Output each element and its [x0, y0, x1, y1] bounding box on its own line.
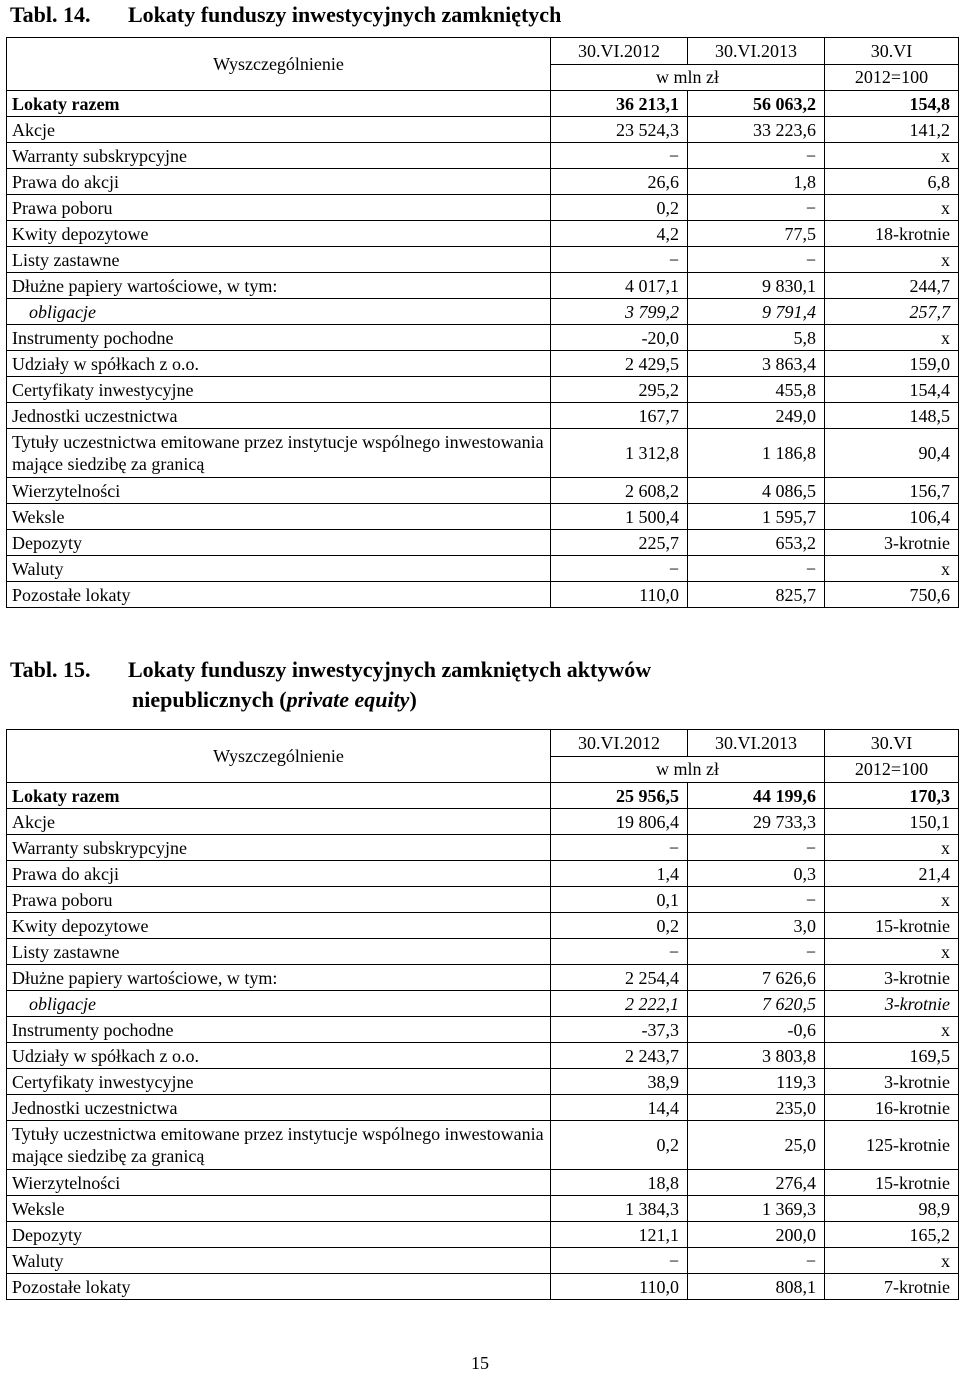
row-label: Dłużne papiery wartościowe, w tym:	[7, 273, 551, 299]
table-row	[7, 273, 959, 299]
table-row	[7, 1196, 959, 1222]
header-unit: w mln zł	[551, 64, 825, 91]
value-2013: −	[688, 247, 825, 273]
row-label: Listy zastawne	[7, 939, 551, 965]
value-index: 3-krotnie	[825, 1069, 959, 1095]
row-label: Lokaty razem	[7, 91, 551, 117]
table-row	[7, 1222, 959, 1248]
value-2012: 0,2	[551, 195, 688, 221]
table-row	[7, 939, 959, 965]
value-2012: 110,0	[551, 582, 688, 608]
header-col-2012: 30.VI.2012	[551, 38, 688, 65]
value-2013: −	[688, 939, 825, 965]
value-2012: 1 384,3	[551, 1196, 688, 1222]
table-row	[7, 91, 959, 117]
row-label: Listy zastawne	[7, 247, 551, 273]
value-2013: 3,0	[688, 913, 825, 939]
header-row-label: Wyszczególnienie	[7, 38, 551, 91]
value-index: 170,3	[825, 783, 959, 809]
table-15-title	[10, 655, 651, 715]
value-2013: 3 803,8	[688, 1043, 825, 1069]
value-2012: 1 500,4	[551, 504, 688, 530]
row-label: Dłużne papiery wartościowe, w tym:	[7, 965, 551, 991]
row-label: Warranty subskrypcyjne	[7, 143, 551, 169]
row-label: Pozostałe lokaty	[7, 1274, 551, 1300]
row-label: Weksle	[7, 1196, 551, 1222]
value-2012: 38,9	[551, 1069, 688, 1095]
row-label: Udziały w spółkach z o.o.	[7, 1043, 551, 1069]
value-index: x	[825, 835, 959, 861]
value-index: 7-krotnie	[825, 1274, 959, 1300]
header-col-2012: 30.VI.2012	[551, 730, 688, 757]
value-2012: 110,0	[551, 1274, 688, 1300]
table-row	[7, 429, 959, 478]
value-2013: 119,3	[688, 1069, 825, 1095]
value-2012: 0,2	[551, 913, 688, 939]
value-index: 90,4	[825, 429, 959, 478]
row-label: obligacje	[7, 299, 551, 325]
table-row	[7, 1274, 959, 1300]
value-index: 18-krotnie	[825, 221, 959, 247]
header-col-2013: 30.VI.2013	[688, 38, 825, 65]
value-index: x	[825, 1248, 959, 1274]
value-2013: −	[688, 143, 825, 169]
row-label: Certyfikaty inwestycyjne	[7, 1069, 551, 1095]
row-label: Wierzytelności	[7, 478, 551, 504]
value-2013: 200,0	[688, 1222, 825, 1248]
value-2013: 235,0	[688, 1095, 825, 1121]
value-2012: 225,7	[551, 530, 688, 556]
table-row	[7, 861, 959, 887]
value-2013: 0,3	[688, 861, 825, 887]
value-index: 159,0	[825, 351, 959, 377]
table-row	[7, 556, 959, 582]
row-label: Kwity depozytowe	[7, 913, 551, 939]
row-label: Udziały w spółkach z o.o.	[7, 351, 551, 377]
table-row	[7, 504, 959, 530]
value-2012: 295,2	[551, 377, 688, 403]
row-label: Pozostałe lokaty	[7, 582, 551, 608]
table-row	[7, 1069, 959, 1095]
value-2013: 29 733,3	[688, 809, 825, 835]
value-2012: 0,2	[551, 1121, 688, 1170]
row-label: Kwity depozytowe	[7, 221, 551, 247]
value-2013: −	[688, 1248, 825, 1274]
value-2013: 5,8	[688, 325, 825, 351]
value-2013: 653,2	[688, 530, 825, 556]
table-row	[7, 1043, 959, 1069]
value-index: x	[825, 143, 959, 169]
row-label: Prawa poboru	[7, 887, 551, 913]
value-index: 3-krotnie	[825, 965, 959, 991]
value-index: x	[825, 325, 959, 351]
row-label: obligacje	[7, 991, 551, 1017]
row-label: Warranty subskrypcyjne	[7, 835, 551, 861]
value-2013: 3 863,4	[688, 351, 825, 377]
value-index: x	[825, 247, 959, 273]
value-index: 156,7	[825, 478, 959, 504]
value-index: 257,7	[825, 299, 959, 325]
value-index: 98,9	[825, 1196, 959, 1222]
row-label: Instrumenty pochodne	[7, 1017, 551, 1043]
table-row	[7, 913, 959, 939]
value-2012: -20,0	[551, 325, 688, 351]
value-index: 15-krotnie	[825, 913, 959, 939]
value-2012: 167,7	[551, 403, 688, 429]
value-2013: 1 595,7	[688, 504, 825, 530]
value-2012: 2 254,4	[551, 965, 688, 991]
value-2013: 9 791,4	[688, 299, 825, 325]
value-index: 165,2	[825, 1222, 959, 1248]
table-row	[7, 169, 959, 195]
value-index: 16-krotnie	[825, 1095, 959, 1121]
value-2013: 56 063,2	[688, 91, 825, 117]
table-row	[7, 991, 959, 1017]
table-row	[7, 582, 959, 608]
value-2013: 808,1	[688, 1274, 825, 1300]
header-col-index-bottom: 2012=100	[825, 64, 959, 91]
table-15-title-line2-italic: private equity	[286, 687, 410, 712]
table-row	[7, 887, 959, 913]
value-2012: 4 017,1	[551, 273, 688, 299]
table-row	[7, 247, 959, 273]
value-2012: −	[551, 939, 688, 965]
table-14-title-text: Lokaty funduszy inwestycyjnych zamkniętych	[128, 2, 562, 27]
row-label: Prawa poboru	[7, 195, 551, 221]
value-index: x	[825, 195, 959, 221]
value-2013: 1 186,8	[688, 429, 825, 478]
row-label: Weksle	[7, 504, 551, 530]
value-2012: 3 799,2	[551, 299, 688, 325]
value-2012: 2 222,1	[551, 991, 688, 1017]
row-label: Depozyty	[7, 1222, 551, 1248]
table-row	[7, 1121, 959, 1170]
value-2013: −	[688, 887, 825, 913]
value-2012: 23 524,3	[551, 117, 688, 143]
header-col-2013: 30.VI.2013	[688, 730, 825, 757]
table-15-title-line2-post: )	[409, 687, 417, 712]
table-row	[7, 325, 959, 351]
value-2013: 4 086,5	[688, 478, 825, 504]
table-row	[7, 221, 959, 247]
value-2013: 455,8	[688, 377, 825, 403]
value-index: 154,8	[825, 91, 959, 117]
table-row	[7, 530, 959, 556]
value-index: 21,4	[825, 861, 959, 887]
row-label: Waluty	[7, 556, 551, 582]
value-index: 154,4	[825, 377, 959, 403]
table-row	[7, 377, 959, 403]
value-2012: 2 429,5	[551, 351, 688, 377]
row-label: Lokaty razem	[7, 783, 551, 809]
value-2013: −	[688, 195, 825, 221]
header-col-index-top: 30.VI	[825, 38, 959, 65]
value-index: x	[825, 939, 959, 965]
table-row	[7, 1170, 959, 1196]
value-2012: 1 312,8	[551, 429, 688, 478]
value-index: 3-krotnie	[825, 530, 959, 556]
value-index: 169,5	[825, 1043, 959, 1069]
value-2012: -37,3	[551, 1017, 688, 1043]
value-2013: 44 199,6	[688, 783, 825, 809]
value-index: 106,4	[825, 504, 959, 530]
table-row	[7, 351, 959, 377]
value-index: x	[825, 887, 959, 913]
row-label: Jednostki uczestnictwa	[7, 403, 551, 429]
value-index: 148,5	[825, 403, 959, 429]
table-row	[7, 1017, 959, 1043]
table-14-title	[10, 0, 561, 30]
value-2013: 9 830,1	[688, 273, 825, 299]
value-index: 3-krotnie	[825, 991, 959, 1017]
value-index: 244,7	[825, 273, 959, 299]
table-row	[7, 809, 959, 835]
header-col-index-top: 30.VI	[825, 730, 959, 757]
row-label: Wierzytelności	[7, 1170, 551, 1196]
value-2012: −	[551, 556, 688, 582]
table-14-body	[7, 91, 959, 608]
table-row	[7, 835, 959, 861]
table-15-body	[7, 783, 959, 1300]
value-2012: −	[551, 143, 688, 169]
table-row	[7, 143, 959, 169]
header-unit: w mln zł	[551, 756, 825, 783]
value-2013: −	[688, 835, 825, 861]
table-row	[7, 783, 959, 809]
value-2013: 1,8	[688, 169, 825, 195]
value-2013: 7 620,5	[688, 991, 825, 1017]
page-number: 15	[471, 1353, 489, 1373]
value-index: 15-krotnie	[825, 1170, 959, 1196]
row-label: Tytuły uczestnictwa emitowane przez instytucje wspólnego inwestowania mające siedzibę za granicą	[7, 1121, 551, 1170]
value-2012: −	[551, 247, 688, 273]
header-row-label: Wyszczególnienie	[7, 730, 551, 783]
value-2012: 36 213,1	[551, 91, 688, 117]
row-label: Prawa do akcji	[7, 861, 551, 887]
value-2013: 77,5	[688, 221, 825, 247]
table-row	[7, 195, 959, 221]
table-14	[6, 37, 959, 608]
table-15	[6, 729, 959, 1300]
row-label: Tytuły uczestnictwa emitowane przez instytucje wspólnego inwestowania mające siedzibę za granicą	[7, 429, 551, 478]
table-row	[7, 403, 959, 429]
table-row	[7, 1248, 959, 1274]
table-row	[7, 1095, 959, 1121]
row-label: Akcje	[7, 809, 551, 835]
row-label: Depozyty	[7, 530, 551, 556]
value-2012: 1,4	[551, 861, 688, 887]
value-index: 750,6	[825, 582, 959, 608]
value-2012: 2 608,2	[551, 478, 688, 504]
value-2013: 25,0	[688, 1121, 825, 1170]
row-label: Jednostki uczestnictwa	[7, 1095, 551, 1121]
table-row	[7, 965, 959, 991]
table-15-title-line1: Lokaty funduszy inwestycyjnych zamkniętych aktywów	[128, 657, 652, 682]
table-15-number: Tabl. 15.	[10, 657, 91, 682]
table-row	[7, 299, 959, 325]
value-index: 6,8	[825, 169, 959, 195]
row-label: Instrumenty pochodne	[7, 325, 551, 351]
value-index: x	[825, 556, 959, 582]
value-index: 141,2	[825, 117, 959, 143]
table-row	[7, 478, 959, 504]
value-index: x	[825, 1017, 959, 1043]
value-2013: 1 369,3	[688, 1196, 825, 1222]
table-row	[7, 117, 959, 143]
row-label: Akcje	[7, 117, 551, 143]
value-2013: −	[688, 556, 825, 582]
value-2012: 19 806,4	[551, 809, 688, 835]
table-14-number: Tabl. 14.	[10, 2, 91, 27]
value-2012: 14,4	[551, 1095, 688, 1121]
value-index: 125-krotnie	[825, 1121, 959, 1170]
value-2012: 25 956,5	[551, 783, 688, 809]
value-2013: 825,7	[688, 582, 825, 608]
row-label: Prawa do akcji	[7, 169, 551, 195]
value-2013: 33 223,6	[688, 117, 825, 143]
table-15-title-line2-pre: niepublicznych (	[132, 687, 287, 712]
value-2012: 0,1	[551, 887, 688, 913]
value-2013: -0,6	[688, 1017, 825, 1043]
value-index: 150,1	[825, 809, 959, 835]
value-2012: −	[551, 1248, 688, 1274]
value-2013: 7 626,6	[688, 965, 825, 991]
row-label: Certyfikaty inwestycyjne	[7, 377, 551, 403]
value-2012: 26,6	[551, 169, 688, 195]
value-2012: 2 243,7	[551, 1043, 688, 1069]
value-2013: 276,4	[688, 1170, 825, 1196]
value-2012: 121,1	[551, 1222, 688, 1248]
row-label: Waluty	[7, 1248, 551, 1274]
value-2013: 249,0	[688, 403, 825, 429]
value-2012: −	[551, 835, 688, 861]
value-2012: 18,8	[551, 1170, 688, 1196]
header-col-index-bottom: 2012=100	[825, 756, 959, 783]
value-2012: 4,2	[551, 221, 688, 247]
